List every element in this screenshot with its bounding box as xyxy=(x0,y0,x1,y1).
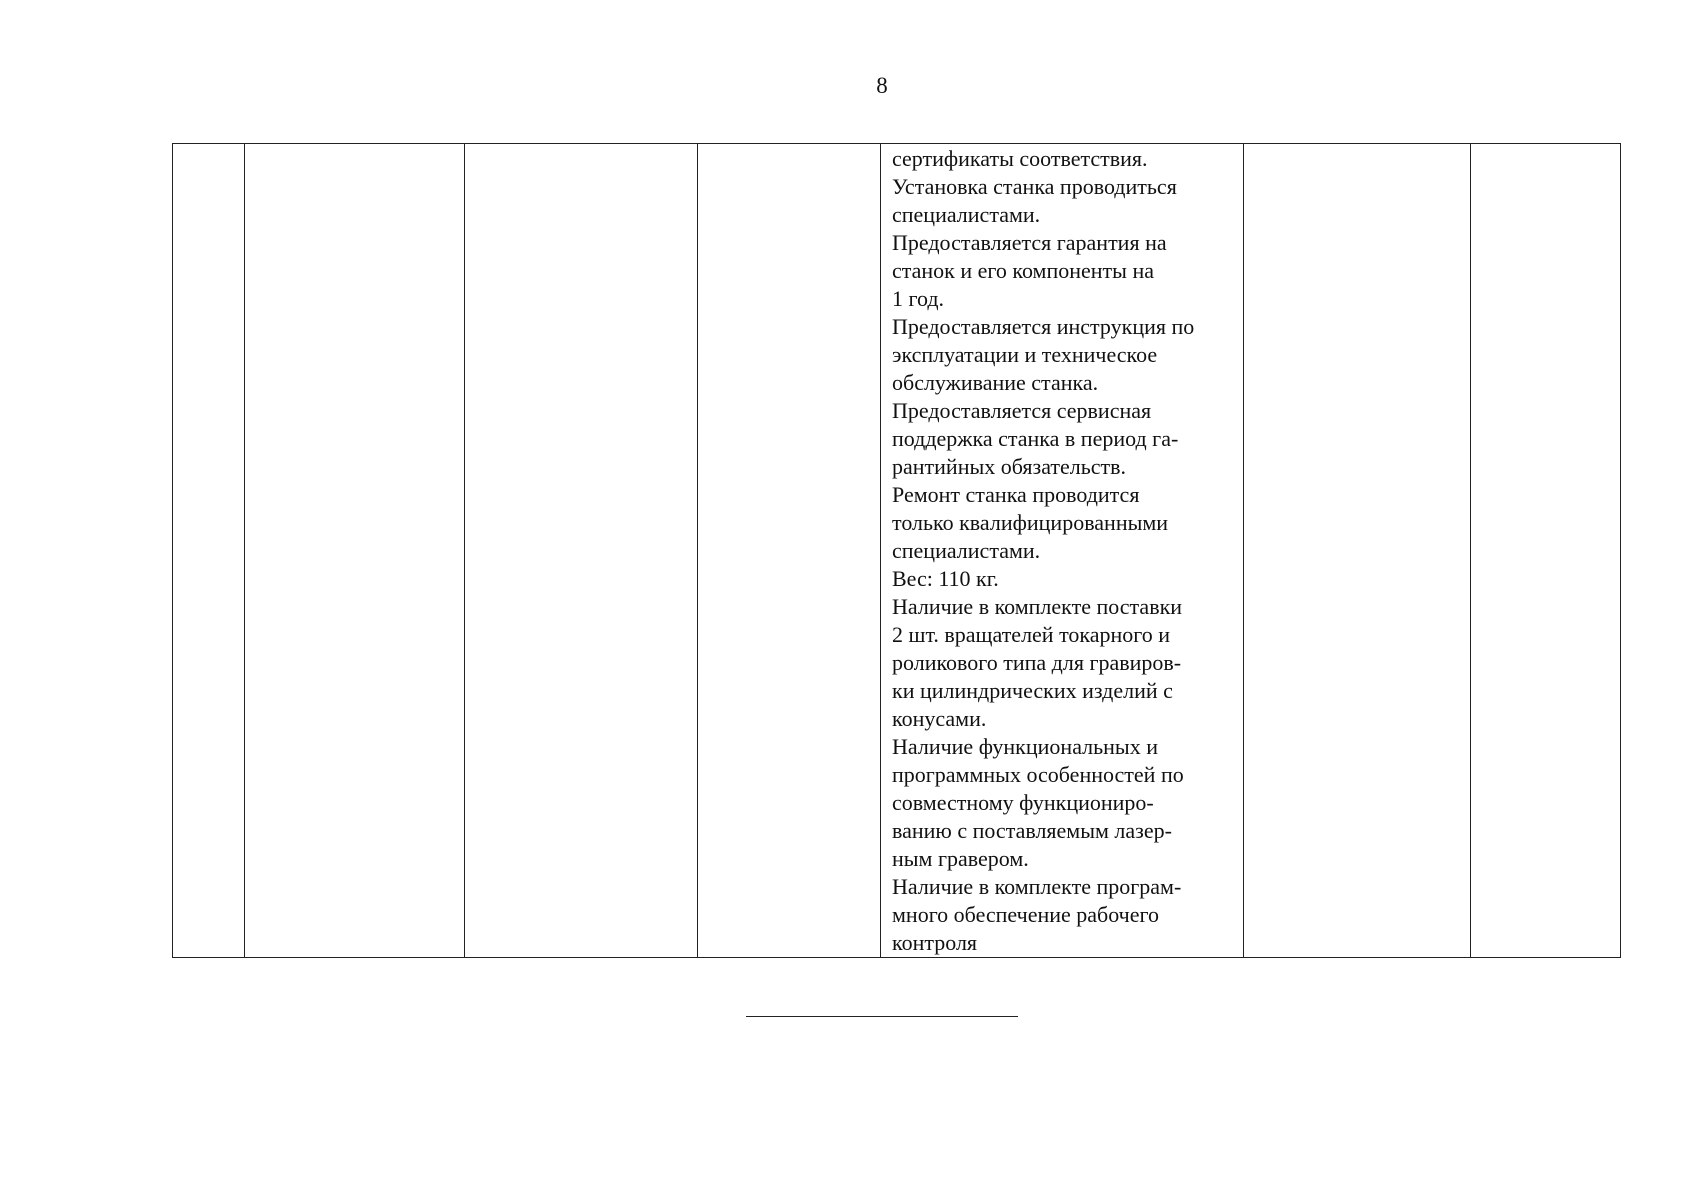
table-cell-column-4 xyxy=(698,144,881,958)
table-cell-number xyxy=(173,144,245,958)
specification-line: ным гравером. xyxy=(892,846,1029,871)
specification-line: совместному функциониро- xyxy=(892,790,1154,815)
specification-line: специалистами. xyxy=(892,538,1041,563)
footer-separator-line xyxy=(746,1016,1018,1017)
specification-line: Наличие в комплекте поставки xyxy=(892,594,1183,619)
specification-line: рантийных обязательств. xyxy=(892,454,1127,479)
specification-line: Предоставляется сервисная xyxy=(892,398,1152,423)
specification-line: Ремонт станка проводится xyxy=(892,482,1140,507)
table-cell-column-7 xyxy=(1471,144,1621,958)
table-cell-column-6 xyxy=(1244,144,1471,958)
table-row xyxy=(173,144,1621,958)
specification-table xyxy=(172,143,1621,958)
specification-line: Наличие в комплекте програм- xyxy=(892,874,1182,899)
specification-line: много обеспечение рабочего xyxy=(892,902,1159,927)
specification-line: специалистами. xyxy=(892,202,1041,227)
specification-line: сертификаты соответствия. xyxy=(892,146,1148,171)
specification-line: обслуживание станка. xyxy=(892,370,1099,395)
specification-line: ки цилиндрических изделий с xyxy=(892,678,1173,703)
specification-line: Наличие функциональных и xyxy=(892,734,1158,759)
specification-line: 1 год. xyxy=(892,286,945,311)
specification-line: 2 шт. вращателей токарного и xyxy=(892,622,1171,647)
table-cell-specification xyxy=(881,144,1244,958)
specification-line: поддержка станка в период га- xyxy=(892,426,1179,451)
specification-line: конусами. xyxy=(892,706,987,731)
specification-line: роликового типа для гравиров- xyxy=(892,650,1182,675)
specification-line: Установка станка проводиться xyxy=(892,174,1177,199)
specification-line: эксплуатации и техническое xyxy=(892,342,1158,367)
specification-line: Вес: 110 кг. xyxy=(892,566,999,591)
specification-line: программных особенностей по xyxy=(892,762,1184,787)
specification-line: Предоставляется гарантия на xyxy=(892,230,1167,255)
page-number: 8 xyxy=(876,73,888,98)
specification-line: только квалифицированными xyxy=(892,510,1169,535)
specification-line: ванию с поставляемым лазер- xyxy=(892,818,1172,843)
table-cell-column-3 xyxy=(465,144,698,958)
specification-line: станок и его компоненты на xyxy=(892,258,1154,283)
table-cell-name xyxy=(245,144,465,958)
specification-line: Предоставляется инструкция по xyxy=(892,314,1195,339)
specification-line: контроля xyxy=(892,930,978,955)
